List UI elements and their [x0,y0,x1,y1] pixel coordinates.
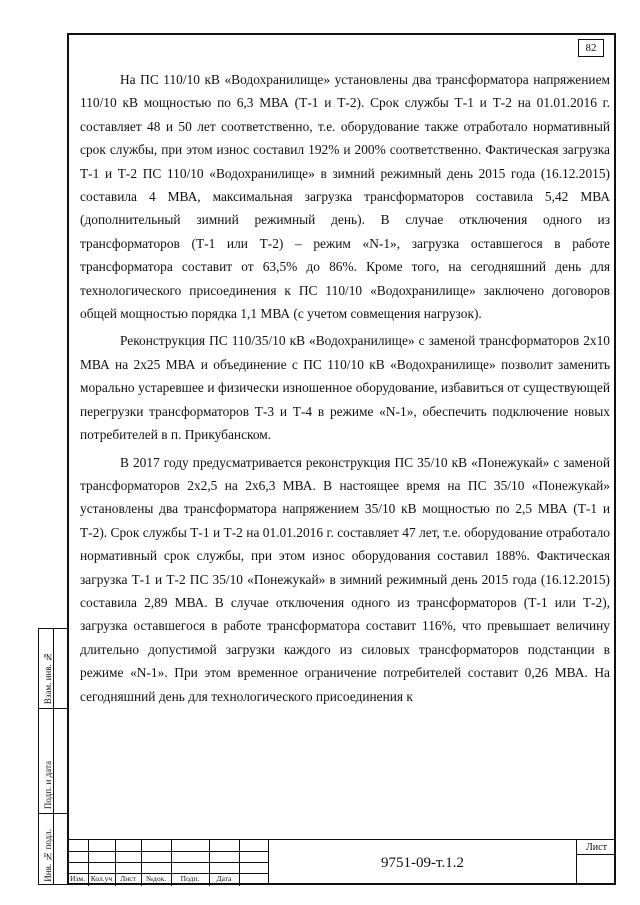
grid-line [67,862,268,863]
sheet-divider [577,854,616,855]
side-cell-inventory [39,814,67,886]
header-change: Изм. [70,874,85,883]
header-doc: №док. [145,874,167,883]
header-date: Дата [216,874,232,883]
side-label-replacement: Взам. инв. № [43,651,53,704]
title-block [67,839,616,885]
body-text [80,68,610,710]
paragraph-1: На ПС 110/10 кВ «Водохранилище» установлены два трансформатора напряжением 110/10 кВ мощностью по 6,3 МВА (Т-1 и Т-2). Срок службы Т-1 и Т-2 на 01.01.2016 г. составляет 48 и 50 лет соответственно, т.е. оборудование также отработало нормативный срок службы, при этом износ составил 192% и 200% соответственно. Фактическая загрузка Т-1 и Т-2 ПС 110/10 «Водохранилище» в зимний режимный день 2015 года (16.12.2015) составила 4 МВА, максимальная загрузка трансформаторов составила 5,42 МВА (дополнительный зимний режимный день). В случае отключения одного из трансформаторов (Т-1 или Т-2) – режим «N-1», загрузка оставшегося в работе трансформатора составит от 63,5% до 86%. Кроме того, на сегодняшний день для технологического присоединения к ПС 110/10 «Водохранилище» заключено договоров общей мощностью порядка 1,1 МВА (с учетом совмещения нагрузок). [80,72,610,322]
side-label-inventory: Инв. № подл. [43,829,53,882]
grid-line [67,851,268,852]
side-stamp [38,628,67,885]
header-sheet: Лист [120,874,136,883]
sheet-box [576,839,616,885]
sheet-label: Лист [586,842,607,853]
grid-col [239,840,240,886]
revision-grid [67,839,268,885]
document-code: 9751-09-т.1.2 [268,839,576,885]
header-count: Кол.уч [90,874,113,883]
side-cell-signature [39,709,67,814]
page-number: 82 [578,39,604,57]
paragraph-2: Реконструкция ПС 110/35/10 кВ «Водохранилище» с заменой трансформаторов 2х10 МВА на 2х25 МВА и объединение с ПС 110/10 кВ «Водохранилище» позволит заменить морально устаревшее и физически изношенное оборудование, избавиться от существующей перегрузки трансформаторов Т-3 и Т-4 в режиме «N-1», обеспечить подключение новых потребителей в п. Прикубанском. [80,333,610,443]
side-cell-replacement [39,629,67,709]
side-label-signature: Подп. и дата [43,760,53,809]
paragraph-3: В 2017 году предусматривается реконструкция ПС 35/10 кВ «Понежукай» с заменой трансформаторов 2х2,5 на 2х6,3 МВА. В настоящее время на ПС 35/10 «Понежукай» установлены два трансформатора напряжением 35/10 кВ мощностью по 2,5 МВА (Т-1 и Т-2). Срок службы Т-1 и Т-2 на 01.01.2016 г. составляет 47 лет, т.е. оборудование отработало нормативный срок службы, при этом износ оборудования составил 188%. Фактическая загрузка Т-1 и Т-2 ПС 35/10 «Понежукай» в зимний режимный день 2015 года (16.12.2015) составила 2,89 МВА. В случае отключения одного из трансформаторов (Т-1 или Т-2), загрузка оставшегося в работе трансформатора составит 116%, что превышает величину длительно допустимой загрузки каждого из силовых трансформаторов подстанции в режиме «N-1». При этом временное ограничение потребителей составит 0,26 МВА. На сегодняшний день для технологического присоединения к [80,454,610,704]
header-sign: Подп. [180,874,200,883]
